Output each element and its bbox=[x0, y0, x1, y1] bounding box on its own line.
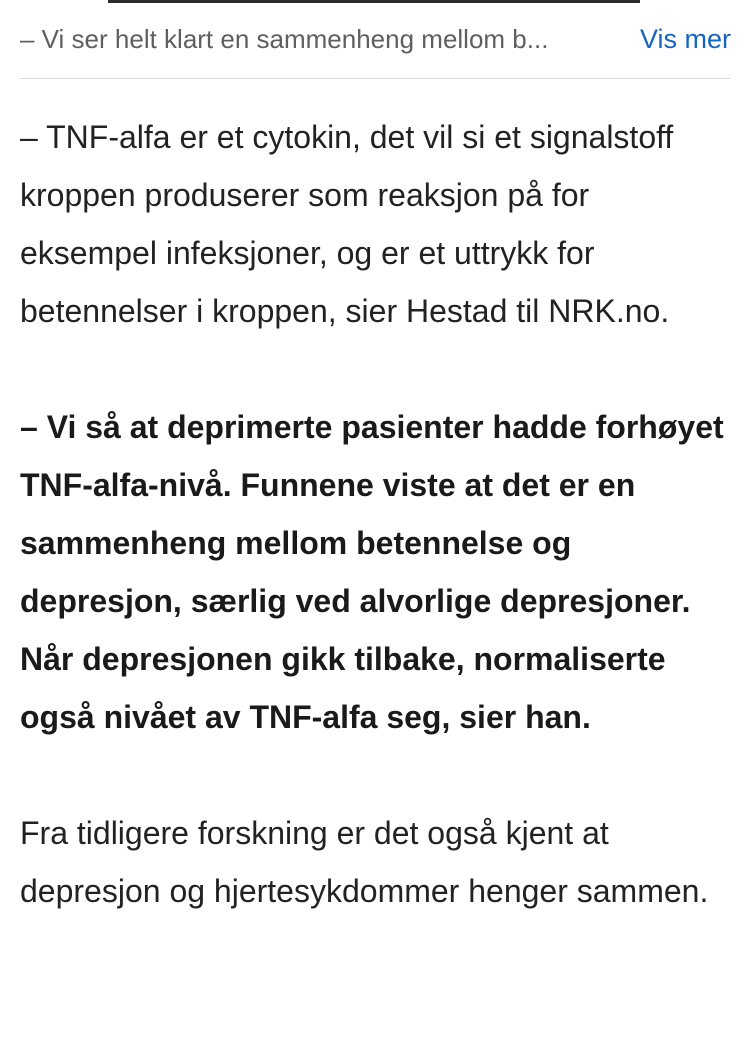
article-paragraph-2-quote: – Vi så at deprimerte pasienter hadde forhøyet TNF-alfa-nivå. Funnene viste at det er en sammenheng mellom betennelse og depresjon, særlig ved alvorlige depresjoner. Når depresjonen gikk tilbake, normaliserte også nivået av TNF-alfa seg, sier han. bbox=[20, 409, 724, 735]
article-body bbox=[20, 108, 730, 978]
image-caption-row bbox=[20, 0, 730, 79]
show-more-link[interactable]: Vis mer bbox=[639, 23, 731, 54]
image-caption-text: – Vi ser helt klart en sammenheng mellom b... bbox=[20, 23, 549, 54]
article-paragraph-1: – TNF-alfa er et cytokin, det vil si et signalstoff kroppen produserer som reaksjon på for eksempel infeksjoner, og er et uttrykk for betennelser i kroppen, sier Hestad til NRK.no. bbox=[20, 119, 674, 329]
article-paragraph-3: Fra tidligere forskning er det også kjent at depresjon og hjertesykdommer henger sammen. bbox=[20, 815, 709, 909]
